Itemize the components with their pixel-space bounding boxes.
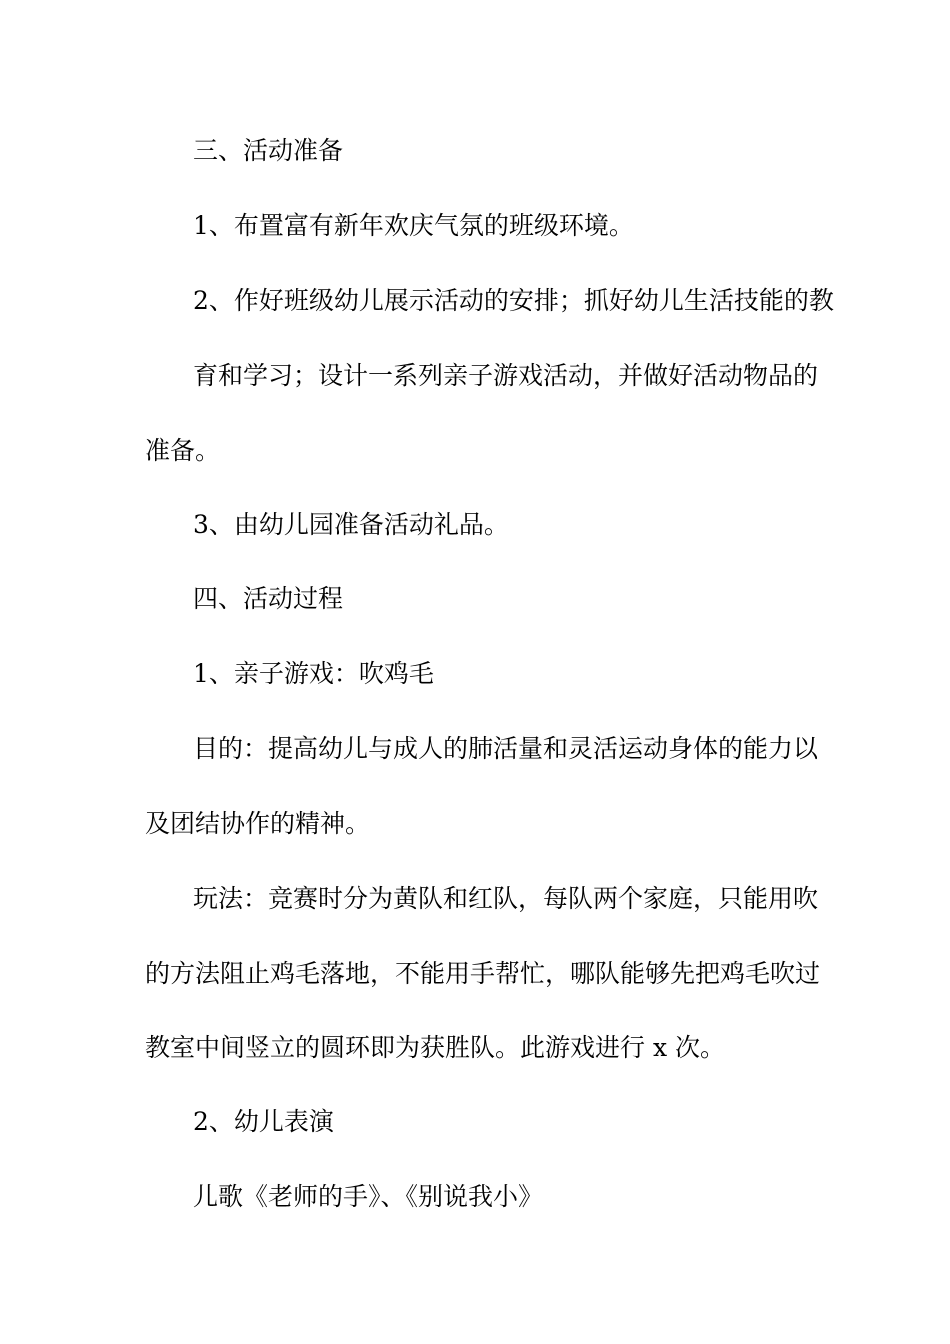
process-item-1-title: 1、亲子游戏：吹鸡毛 bbox=[193, 659, 434, 688]
section-heading-process: 四、活动过程 bbox=[193, 584, 344, 613]
rules-line-1: 玩法：竞赛时分为黄队和红队，每队两个家庭，只能用吹 bbox=[193, 884, 819, 913]
performance-songs: 儿歌《老师的手》、《别说我小》 bbox=[193, 1182, 544, 1211]
purpose-line-1: 目的：提高幼儿与成人的肺活量和灵活运动身体的能力以 bbox=[193, 734, 819, 763]
purpose-line-2: 及团结协作的精神。 bbox=[145, 809, 371, 838]
preparation-item-2-line-3: 准备。 bbox=[145, 436, 221, 465]
preparation-item-3: 3、由幼儿园准备活动礼品。 bbox=[193, 510, 509, 539]
rules-line-2: 的方法阻止鸡毛落地，不能用手帮忙，哪队能够先把鸡毛吹过 bbox=[145, 959, 821, 988]
rules-line-3: 教室中间竖立的圆环即为获胜队。此游戏进行 x 次。 bbox=[145, 1033, 725, 1062]
preparation-item-1: 1、布置富有新年欢庆气氛的班级环境。 bbox=[193, 211, 634, 240]
preparation-item-2-line-1: 2、作好班级幼儿展示活动的安排；抓好幼儿生活技能的教 bbox=[193, 286, 834, 315]
section-heading-preparation: 三、活动准备 bbox=[193, 136, 344, 165]
preparation-item-2-line-2: 育和学习；设计一系列亲子游戏活动，并做好活动物品的 bbox=[193, 361, 819, 390]
process-item-2-title: 2、幼儿表演 bbox=[193, 1107, 334, 1136]
